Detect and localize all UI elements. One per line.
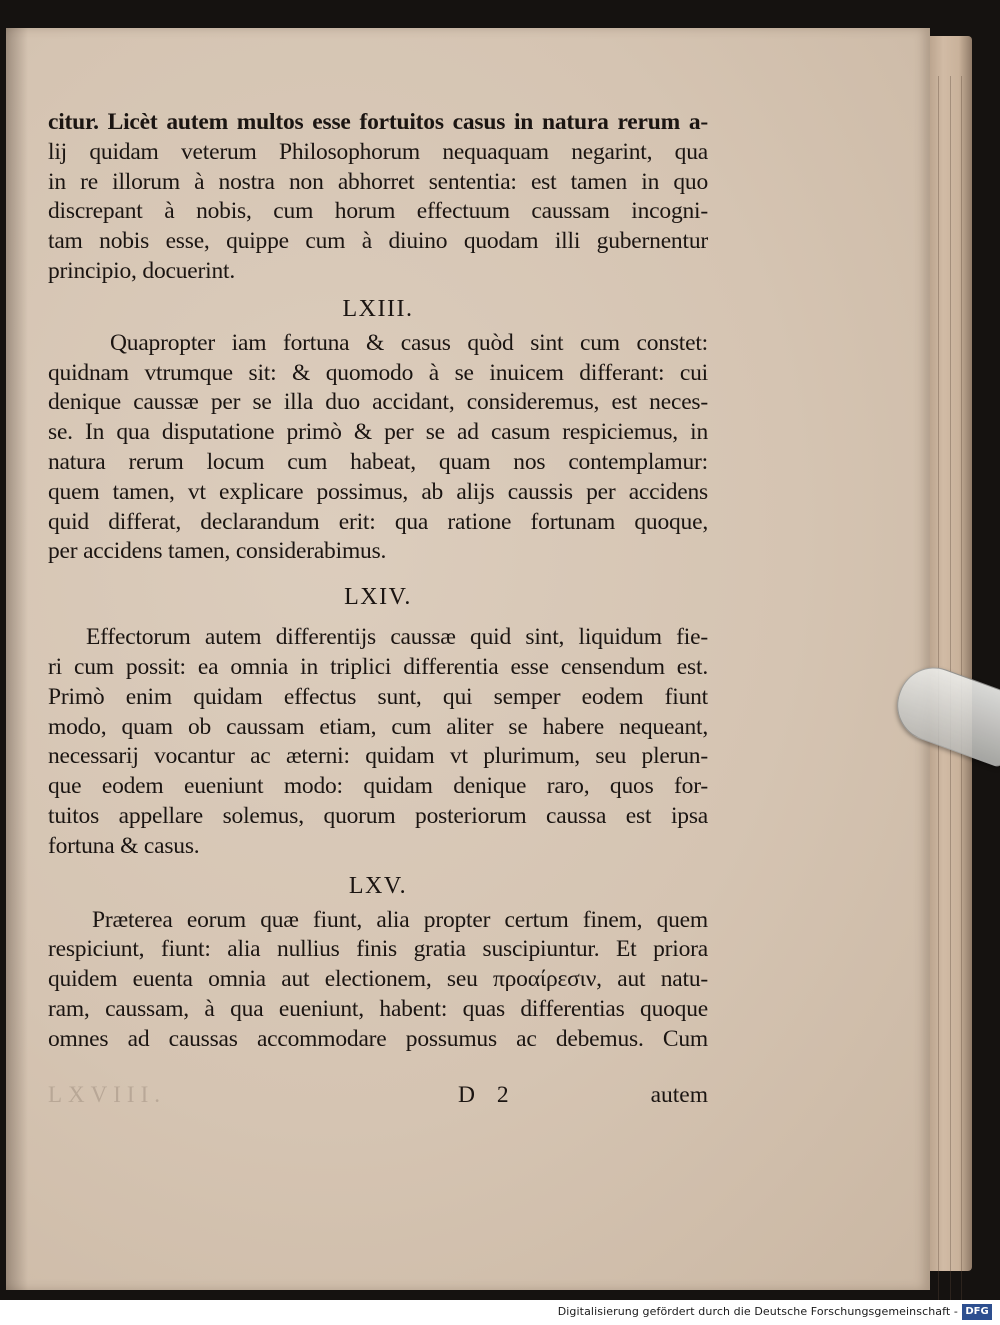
text-line: per accidens tamen, considerabimus. xyxy=(48,538,387,565)
text-line: modo, quam ob caussam etiam, cum aliter se habere nequeant, xyxy=(48,713,708,740)
text-line: natura rerum locum cum habeat, quam nos contemplamur: xyxy=(48,448,708,475)
text-line: ram, caussam, à qua eueniunt, habent: quas differentias quoque xyxy=(48,995,708,1022)
text-line: necessarij vocantur ac æterni: quidam vt plurimum, seu plerun- xyxy=(48,743,708,770)
text-line: Præterea eorum quæ fiunt, alia propter certum finem, quem xyxy=(92,906,708,933)
signature-mark: D 2 xyxy=(458,1082,517,1108)
text-line: tuitos appellare solemus, quorum posteriorum caussa est ipsa xyxy=(48,802,708,829)
section-heading-lxv: LXV. xyxy=(348,872,408,899)
text-line: que eodem eueniunt modo: quidam denique raro, quos for- xyxy=(48,773,708,800)
page-gutter-shadow xyxy=(6,28,28,1290)
section-lxv-paragraph xyxy=(48,906,708,1055)
catchword: autem xyxy=(650,1082,708,1108)
text-line: Effectorum autem differentijs caussæ quid sint, liquidum fie- xyxy=(86,624,708,651)
text-line: discrepant à nobis, cum horum effectuum caussam incogni- xyxy=(48,198,708,225)
text-line: Quapropter iam fortuna & casus quòd sint cum constet: xyxy=(110,329,708,356)
text-line: in re illorum à nostra non abhorret sententia: est tamen in quo xyxy=(48,168,708,195)
page-fore-edge xyxy=(928,36,972,1271)
text-line: ri cum possit: ea omnia in triplici differentia esse censendum est. xyxy=(48,653,708,680)
bleed-through-text: LXVIII. xyxy=(48,1082,166,1107)
text-line: quidnam vtrumque sit: & quomodo à se inuicem differant: cui xyxy=(48,359,708,386)
text-line: lij quidam veterum Philosophorum nequaquam negarint, qua xyxy=(48,138,708,165)
text-line: respiciunt, fiunt: alia nullius finis gratia suscipiuntur. Et priora xyxy=(48,936,708,963)
text-line: quid differat, declarandum erit: qua ratione fortunam quoque, xyxy=(48,508,708,535)
text-line: fortuna & casus. xyxy=(48,832,200,859)
text-line: tam nobis esse, quippe cum à diuino quodam illi gubernentur xyxy=(48,228,708,255)
section-heading-lxiv: LXIV. xyxy=(344,584,412,611)
page-foot-line xyxy=(48,1082,708,1112)
section-heading-lxiii: LXIII. xyxy=(342,295,414,322)
text-line: quidem euenta omnia aut electionem, seu προαίρεσιν, aut natu- xyxy=(48,966,708,993)
text-line: citur. Licèt autem multos esse fortuitos casus in natura rerum a- xyxy=(48,109,708,135)
text-line: denique caussæ per se illa duo accidant, consideremus, est neces- xyxy=(48,389,708,416)
text-line: principio, docuerint. xyxy=(48,257,236,284)
section-lxiii-paragraph xyxy=(48,329,708,567)
text-line: Primò enim quidam effectus sunt, qui semper eodem fiunt xyxy=(48,683,708,710)
text-line: se. In qua disputatione primò & per se ad casum respiciemus, in xyxy=(48,419,708,446)
text-line: quem tamen, vt explicare possimus, ab alijs caussis per accidens xyxy=(48,478,708,505)
credit-bar xyxy=(0,1300,1000,1325)
section-lxiv-paragraph xyxy=(48,623,708,861)
text-line: omnes ad caussas accommodare possumus ac debemus. Cum xyxy=(48,1025,708,1052)
dfg-logo: DFG xyxy=(962,1304,992,1320)
intro-paragraph xyxy=(48,108,708,287)
page-text xyxy=(48,108,708,1055)
funding-credit: Digitalisierung gefördert durch die Deutsche Forschungsgemeinschaft - xyxy=(557,1305,958,1318)
